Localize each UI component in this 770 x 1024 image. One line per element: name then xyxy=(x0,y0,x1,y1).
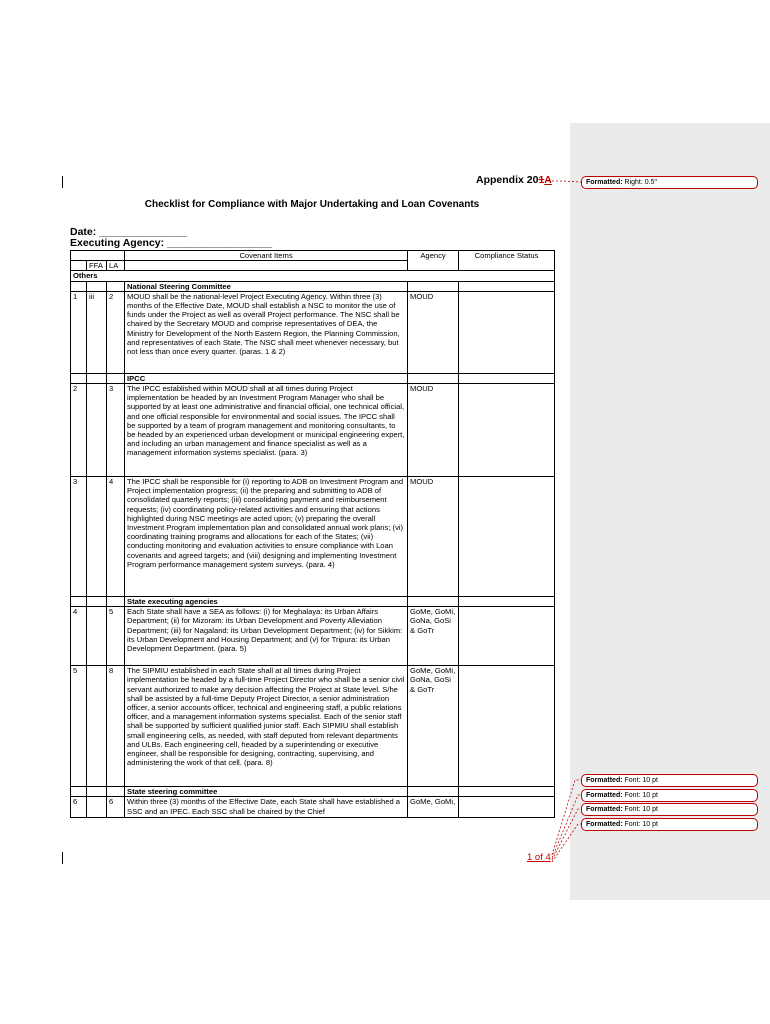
row-agency: GoMe, GoMi, GoNa, GoSi & GoTr xyxy=(408,666,459,787)
section-title: IPCC xyxy=(125,373,408,383)
document-title: Checklist for Compliance with Major Undertaking and Loan Covenants xyxy=(144,199,480,210)
comment-balloon[interactable] xyxy=(581,803,758,816)
section-title: National Steering Committee xyxy=(125,281,408,291)
row-number: 2 xyxy=(71,384,87,477)
row-compliance-status[interactable] xyxy=(459,797,555,818)
comment-label: Formatted: xyxy=(586,179,623,186)
row-covenant-text: The IPCC established within MOUD shall at all times during Project implementation be headed by an Investment Program Manager who shall be supported by at least one administrative and financial official, one technical official, and one official responsible for environmental and social issues. The IPCC shall be supported by a team of program management and monitoring consultants, to be headed by an experienced urban development or municipal engineering expert, and including an urban management and finance specialist as well as a management information systems specialist. (para. 3) xyxy=(125,384,408,477)
row-covenant-text: Each State shall have a SEA as follows: (i) for Meghalaya: its Urban Affairs Department; (ii) for Mizoram: its Urban Development and Poverty Alleviation Department; (iii) for Nagaland: its Urban Development Department; (iv) for Sikkim: its Urban Development and Housing Department; and (v) for Tripura: its Urban Development Department. (para. 5) xyxy=(125,607,408,666)
row-ffa: iii xyxy=(87,291,107,373)
row-compliance-status[interactable] xyxy=(459,477,555,597)
section-title: State steering committee xyxy=(125,787,408,797)
comment-label: Formatted: xyxy=(586,821,623,828)
row-la: 8 xyxy=(107,666,125,787)
comment-label: Formatted: xyxy=(586,806,623,813)
section-row xyxy=(71,597,555,607)
comment-balloon[interactable] xyxy=(581,176,758,189)
row-agency: GoMe, GoMi, GoNa, GoSi & GoTr xyxy=(408,607,459,666)
others-label: Others xyxy=(71,271,555,281)
row-compliance-status[interactable] xyxy=(459,291,555,373)
comment-label: Formatted: xyxy=(586,792,623,799)
header-la: LA xyxy=(107,261,125,271)
row-agency: MOUD xyxy=(408,291,459,373)
row-la: 6 xyxy=(107,797,125,818)
comment-label: Formatted: xyxy=(586,777,623,784)
covenants-table xyxy=(70,250,555,818)
page-number: 1 of 4 xyxy=(527,852,551,863)
table-row xyxy=(71,797,555,818)
row-number: 4 xyxy=(71,607,87,666)
table-row xyxy=(71,607,555,666)
row-ffa xyxy=(87,477,107,597)
comment-detail: Font: 10 pt xyxy=(624,792,658,799)
comment-detail: Font: 10 pt xyxy=(624,821,658,828)
section-row xyxy=(71,281,555,291)
comment-detail: Right: 0.5" xyxy=(624,179,657,186)
row-agency: GoMe, GoMi, xyxy=(408,797,459,818)
change-bar xyxy=(62,852,63,864)
row-ffa xyxy=(87,797,107,818)
row-ffa xyxy=(87,666,107,787)
appendix-deleted: 1 xyxy=(538,174,545,186)
header-agency: Agency xyxy=(408,251,459,271)
row-number: 6 xyxy=(71,797,87,818)
others-row xyxy=(71,271,555,281)
appendix-inserted: A xyxy=(544,174,552,186)
section-row xyxy=(71,787,555,797)
comment-balloon[interactable] xyxy=(581,789,758,802)
row-compliance-status[interactable] xyxy=(459,384,555,477)
header-ffa: FFA xyxy=(87,261,107,271)
comment-balloon[interactable] xyxy=(581,818,758,831)
row-covenant-text: The SIPMIU established in each State shall at all times during Project implementation be headed by a full-time Project Director who shall be a senior civil servant authorized to make any decision affecting the Project at State level. S/he shall be assisted by a full-time Deputy Project Director, a senior administration officer, a senior accounts officer, technical and engineering staff, a public relations officer, and a management information systems specialist. Each of the senior staff shall be supported by sufficient qualified junior staff. Each SIPMIU shall establish small engineering cells, as needed, with staff deputed from relevant departments and ULBs. Each engineering cell, headed by a superintending or executive engineer, shall be responsible for designing, contracting, supervising, and administering the work of that cell. (para. 8) xyxy=(125,666,408,787)
section-row xyxy=(71,373,555,383)
header-compliance-status: Compliance Status xyxy=(459,251,555,271)
comment-detail: Font: 10 pt xyxy=(624,806,658,813)
appendix-prefix: Appendix 20 xyxy=(476,174,539,186)
row-la: 3 xyxy=(107,384,125,477)
row-compliance-status[interactable] xyxy=(459,666,555,787)
row-agency: MOUD xyxy=(408,477,459,597)
row-number: 3 xyxy=(71,477,87,597)
row-covenant-text: Within three (3) months of the Effective Date, each State shall have established a SSC and an IPEC. Each SSC shall be chaired by the Chief xyxy=(125,797,408,818)
table-row xyxy=(71,666,555,787)
row-number: 1 xyxy=(71,291,87,373)
table-row xyxy=(71,291,555,373)
table-row xyxy=(71,477,555,597)
comment-detail: Font: 10 pt xyxy=(624,777,658,784)
row-ffa xyxy=(87,607,107,666)
row-ffa xyxy=(87,384,107,477)
date-field: Date: _______________ xyxy=(70,226,187,238)
row-covenant-text: The IPCC shall be responsible for (i) reporting to ADB on Investment Program and Project implementation progress; (ii) the preparing and submitting to ADB of consolidated quarterly reports; (iii) consolidating payment and reimbursement requests; (iv) coordinating policy-related activities and ensuring that actions highlighted during NSC meetings are acted upon; (v) preparing the overall Investment Program implementation plan and consolidated annual work plans; (vi) coordinating training programs and allocations for each of the States; (vii) conducting monitoring and evaluation activities to ensure compliance with Loan covenants and agreed targets; and (viii) designing and implementing Investment Program performance management system surveys. (para. 4) xyxy=(125,477,408,597)
row-covenant-text: MOUD shall be the national-level Project Executing Agency. Within three (3) months of the Effective Date, MOUD shall establish a NSC to monitor the use of funds under the Project as well as overall Project performance. The NSC shall be chaired by the Secretary MOUD and comprise representatives of DEA, the Ministry for Development of the North Eastern Region, the Planning Commission, and representatives of each State. The NSC shall meet whenever necessary, but not less than once every quarter. (paras. 1 & 2) xyxy=(125,291,408,373)
section-title: State executing agencies xyxy=(125,597,408,607)
row-compliance-status[interactable] xyxy=(459,607,555,666)
row-number: 5 xyxy=(71,666,87,787)
row-la: 2 xyxy=(107,291,125,373)
header-covenant-items: Covenant Items xyxy=(125,251,408,261)
table-row xyxy=(71,384,555,477)
row-la: 4 xyxy=(107,477,125,597)
table-header-row xyxy=(71,251,555,261)
change-bar xyxy=(62,176,63,188)
comment-balloon[interactable] xyxy=(581,774,758,787)
executing-agency-field: Executing Agency: __________________ xyxy=(70,237,273,249)
row-agency: MOUD xyxy=(408,384,459,477)
row-la: 5 xyxy=(107,607,125,666)
appendix-label xyxy=(476,174,552,186)
